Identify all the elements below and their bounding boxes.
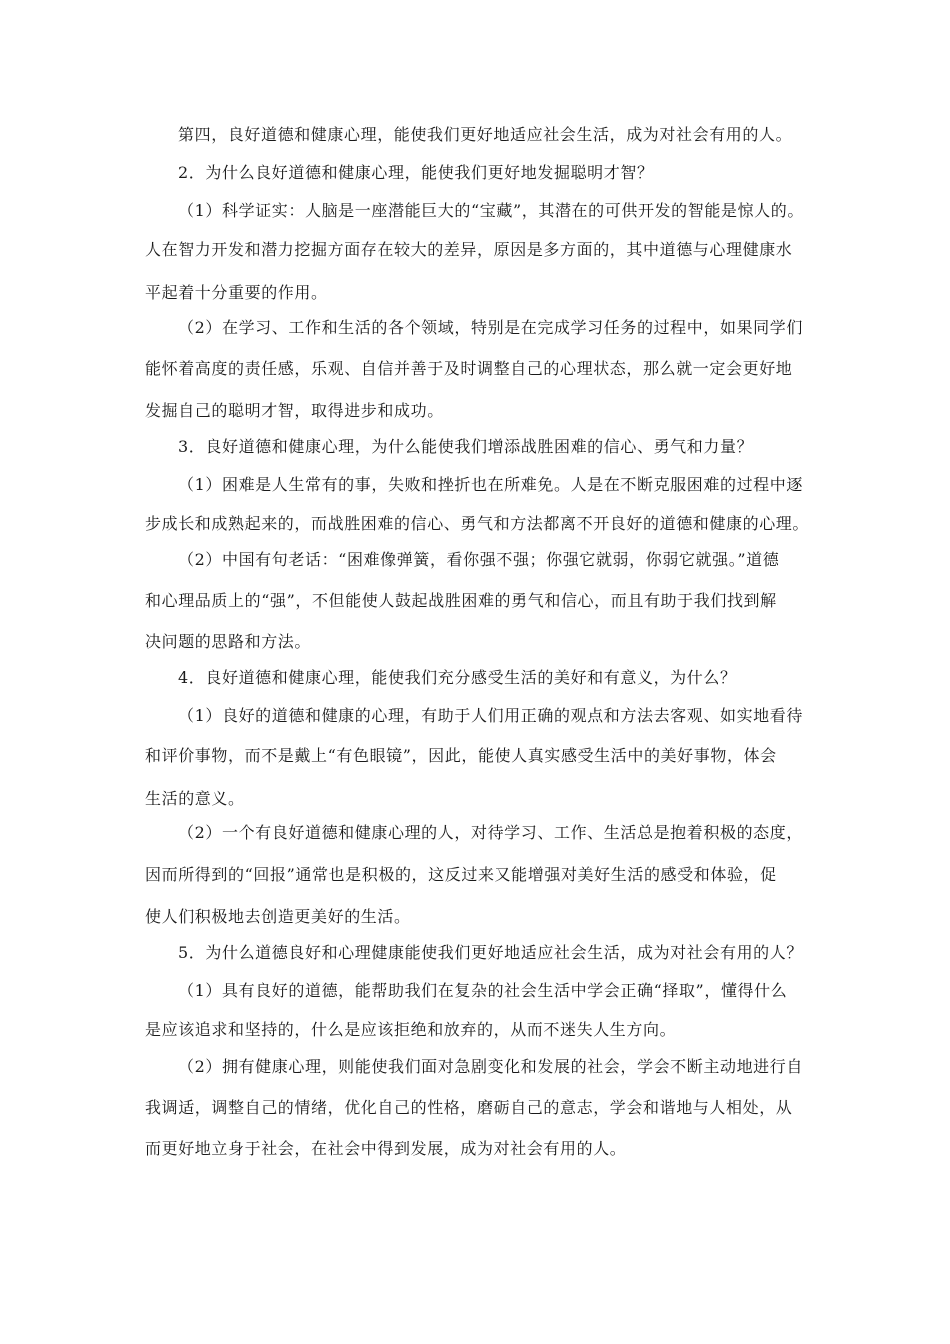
paragraph-line: 是应该追求和坚持的，什么是应该拒绝和放弃的，从而不迷失人生方向。 <box>145 1020 677 1039</box>
paragraph-line: （2）在学习、工作和生活的各个领域，特别是在完成学习任务的过程中，如果同学们 <box>178 318 803 337</box>
question-heading: 4．良好道德和健康心理，能使我们充分感受生活的美好和有意义，为什么？ <box>178 668 737 687</box>
question-heading: 2．为什么良好道德和健康心理，能使我们更好地发掘聪明才智？ <box>178 163 654 182</box>
paragraph-line: 生活的意义。 <box>145 789 245 808</box>
paragraph-line: 和评价事物，而不是戴上“有色眼镜”，因此，能使人真实感受生活中的美好事物，体会 <box>145 746 777 765</box>
paragraph-line: （2）中国有句老话：“困难像弹簧，看你强不强；你强它就弱，你弱它就强。”道德 <box>178 550 780 569</box>
paragraph-line: （2）一个有良好道德和健康心理的人，对待学习、工作、生活总是抱着积极的态度， <box>178 823 803 842</box>
paragraph-line: （1）具有良好的道德，能帮助我们在复杂的社会生活中学会正确“择取”，懂得什么 <box>178 981 788 1000</box>
paragraph-line: 我调适，调整自己的情绪，优化自己的性格，磨砺自己的意志，学会和谐地与人相处，从 <box>145 1098 793 1117</box>
paragraph-line: 发掘自己的聪明才智，取得进步和成功。 <box>145 401 444 420</box>
question-heading: 5．为什么道德良好和心理健康能使我们更好地适应社会生活，成为对社会有用的人？ <box>178 943 803 962</box>
paragraph-line: （2）拥有健康心理，则能使我们面对急剧变化和发展的社会，学会不断主动地进行自 <box>178 1057 803 1076</box>
paragraph-line: （1）良好的道德和健康的心理，有助于人们用正确的观点和方法去客观、如实地看待 <box>178 706 803 725</box>
paragraph-line: 因而所得到的“回报”通常也是积极的，这反过来又能增强对美好生活的感受和体验，促 <box>145 865 777 884</box>
paragraph-line: 而更好地立身于社会，在社会中得到发展，成为对社会有用的人。 <box>145 1139 627 1158</box>
paragraph-line: （1）科学证实：人脑是一座潜能巨大的“宝藏”，其潜在的可供开发的智能是惊人的。 <box>178 201 804 220</box>
paragraph-line: 第四，良好道德和健康心理，能使我们更好地适应社会生活，成为对社会有用的人。 <box>178 125 793 144</box>
paragraph-line: 平起着十分重要的作用。 <box>145 283 328 302</box>
paragraph-line: 能怀着高度的责任感，乐观、自信并善于及时调整自己的心理状态，那么就一定会更好地 <box>145 359 793 378</box>
paragraph-line: 人在智力开发和潜力挖掘方面存在较大的差异，原因是多方面的，其中道德与心理健康水 <box>145 240 793 259</box>
paragraph-line: 和心理品质上的“强”，不但能使人鼓起战胜困难的勇气和信心，而且有助于我们找到解 <box>145 591 777 610</box>
paragraph-line: 步成长和成熟起来的，而战胜困难的信心、勇气和方法都离不开良好的道德和健康的心理。 <box>145 514 810 533</box>
paragraph-line: 使人们积极地去创造更美好的生活。 <box>145 907 411 926</box>
paragraph-line: 决问题的思路和方法。 <box>145 632 312 651</box>
paragraph-line: （1）困难是人生常有的事，失败和挫折也在所难免。人是在不断克服困难的过程中逐 <box>178 475 803 494</box>
question-heading: 3．良好道德和健康心理，为什么能使我们增添战胜困难的信心、勇气和力量？ <box>178 437 754 456</box>
